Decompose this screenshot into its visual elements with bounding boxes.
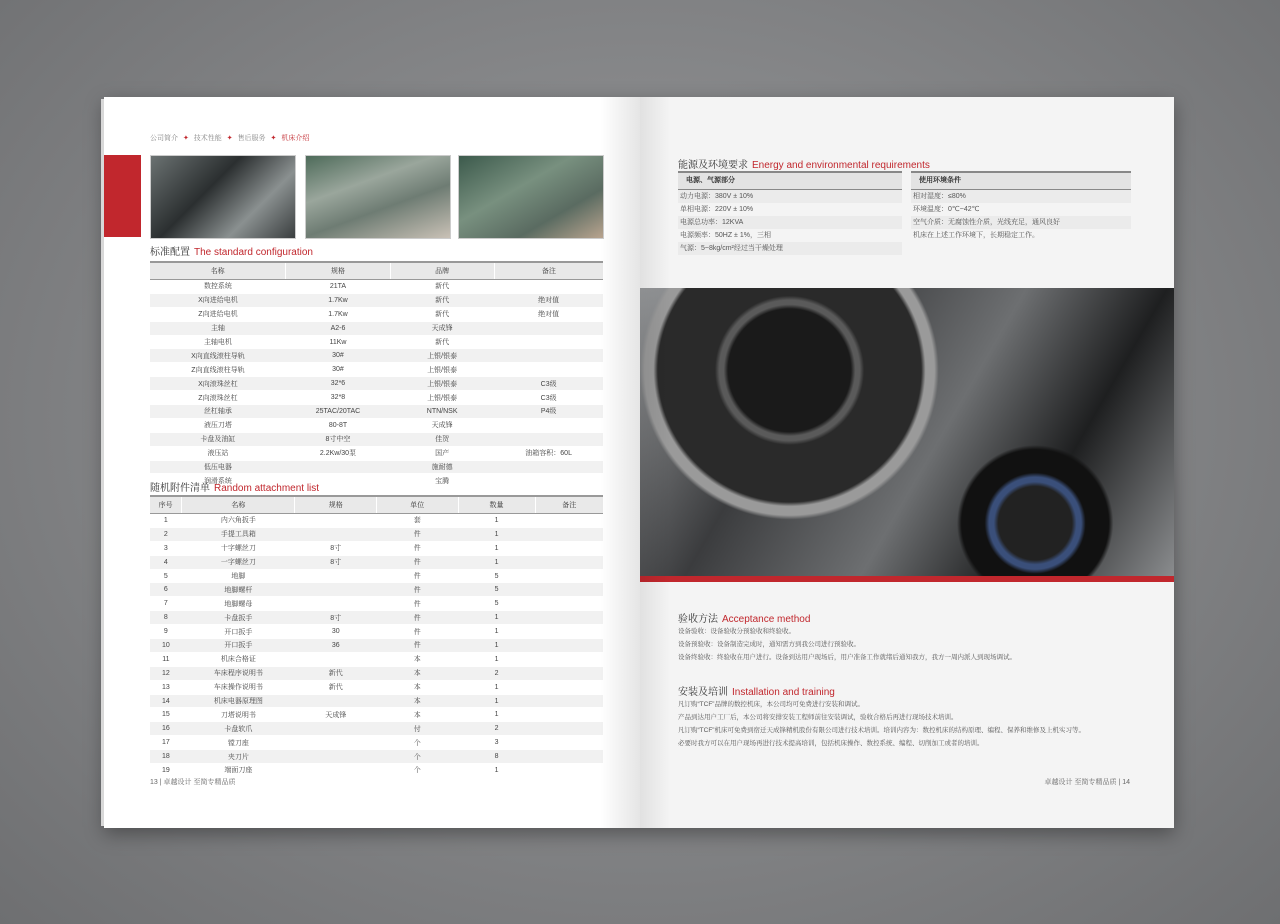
attachment-cell: 件 <box>376 611 458 625</box>
config-cell: 32*8 <box>286 391 390 405</box>
attachment-cell <box>295 527 377 541</box>
config-header: 规格 <box>286 262 390 280</box>
config-cell: Z向滚珠丝杠 <box>150 391 286 405</box>
config-cell: X向直线滚柱导轨 <box>150 349 286 363</box>
breadcrumb-item[interactable]: 技术性能 <box>193 135 222 142</box>
acceptance-line: 设备终验收：终验收在用户进行。设备到达用户现场后，用户准备工作就绪后通知我方，我方一周内派人到现场调试。 <box>678 654 1016 661</box>
attachment-cell: 5 <box>150 569 182 583</box>
config-cell: 丝杠轴承 <box>150 405 286 419</box>
config-cell: 液压刀塔 <box>150 418 286 432</box>
config-title-en: The standard configuration <box>194 247 313 258</box>
env-row: 机床在上述工作环境下，长期稳定工作。 <box>913 232 1039 239</box>
attachment-cell <box>535 611 603 625</box>
attachment-cell <box>295 722 377 736</box>
acceptance-text <box>678 625 1016 664</box>
config-cell <box>494 349 603 363</box>
power-head: 电源、气源部分 <box>678 171 902 190</box>
attachment-cell: 地脚 <box>182 569 295 583</box>
config-cell: 液压站 <box>150 446 286 460</box>
attachment-cell <box>295 583 377 597</box>
config-cell: 国产 <box>390 446 494 460</box>
config-cell: C3级 <box>494 377 603 391</box>
config-cell <box>494 335 603 349</box>
config-cell: 佳贺 <box>390 432 494 446</box>
config-cell: 2.2Kw/30泵 <box>286 446 390 460</box>
config-row <box>150 293 603 307</box>
config-cell: 主轴电机 <box>150 335 286 349</box>
right-page <box>640 97 1174 828</box>
environment-requirements <box>911 171 1131 242</box>
config-cell: 80-8T <box>286 418 390 432</box>
attachment-cell: 3 <box>458 736 535 750</box>
attachment-cell: 天成锋 <box>295 708 377 722</box>
attachment-header: 数量 <box>458 496 535 514</box>
config-cell: 绝对值 <box>494 293 603 307</box>
attachment-row <box>150 555 603 569</box>
installation-line: 必要时我方可以在用户现场再进行技术提高培训，包括机床操作、数控系统、编程、切削加工或者的培训。 <box>678 740 984 747</box>
acceptance-title-cn: 验收方法 <box>678 614 718 625</box>
env-head: 使用环境条件 <box>911 171 1131 190</box>
breadcrumb-item-active[interactable]: 机床介绍 <box>281 135 310 142</box>
attachment-cell: 8寸 <box>295 541 377 555</box>
attachment-cell: 1 <box>458 764 535 778</box>
config-cell: 数控系统 <box>150 280 286 294</box>
config-title <box>150 243 313 258</box>
attachment-cell: 内六角扳手 <box>182 514 295 528</box>
attachment-cell <box>295 750 377 764</box>
config-cell <box>494 474 603 488</box>
config-cell: 8寸中空 <box>286 432 390 446</box>
attachment-cell: 件 <box>376 527 458 541</box>
config-cell: 新代 <box>390 293 494 307</box>
attachment-cell <box>295 569 377 583</box>
config-row <box>150 321 603 335</box>
attachment-cell: 刀塔说明书 <box>182 708 295 722</box>
attachment-cell: 14 <box>150 694 182 708</box>
acceptance-line: 设备预验收：设备制造完成时，通知需方到我公司进行预验收。 <box>678 641 860 648</box>
chuck-photo <box>150 155 296 239</box>
attachment-cell: 本 <box>376 694 458 708</box>
attachment-cell: 1 <box>458 694 535 708</box>
attachment-row <box>150 680 603 694</box>
attachment-cell: 开口扳手 <box>182 625 295 639</box>
attachment-cell <box>535 652 603 666</box>
attachment-cell: 2 <box>150 527 182 541</box>
attachment-cell: 1 <box>458 541 535 555</box>
config-table <box>150 261 603 488</box>
attachment-header: 备注 <box>535 496 603 514</box>
attachment-cell <box>295 597 377 611</box>
attachment-cell: 十字螺丝刀 <box>182 541 295 555</box>
attachment-cell <box>535 736 603 750</box>
config-cell: 上银/银泰 <box>390 391 494 405</box>
attachment-row <box>150 652 603 666</box>
attachment-cell: 8 <box>150 611 182 625</box>
config-cell: 新代 <box>390 280 494 294</box>
attachment-table <box>150 495 603 778</box>
attachment-cell <box>535 694 603 708</box>
config-cell: 油箱容积：60L <box>494 446 603 460</box>
config-title-cn: 标准配置 <box>150 247 190 258</box>
config-cell: 25TAC/20TAC <box>286 405 390 419</box>
attachment-row <box>150 639 603 653</box>
attachment-row <box>150 736 603 750</box>
config-cell: Z向进给电机 <box>150 307 286 321</box>
config-cell <box>494 321 603 335</box>
attachment-cell <box>535 639 603 653</box>
attachment-cell: 4 <box>150 555 182 569</box>
installation-title <box>678 683 835 698</box>
config-cell: Z向直线滚柱导轨 <box>150 363 286 377</box>
lathe-turret-photo <box>640 288 1174 582</box>
attachment-title-cn: 随机附件清单 <box>150 483 210 494</box>
page-footer-left: 13 | 卓越设计 至简专精品质 <box>150 779 236 786</box>
attachment-cell: 端面刀座 <box>182 764 295 778</box>
attachment-cell: 个 <box>376 764 458 778</box>
config-row <box>150 391 603 405</box>
config-cell: 32*6 <box>286 377 390 391</box>
config-row <box>150 335 603 349</box>
attachment-cell: 7 <box>150 597 182 611</box>
config-cell: C3级 <box>494 391 603 405</box>
installation-text <box>678 698 1085 750</box>
config-cell: 上银/银泰 <box>390 377 494 391</box>
attachment-cell: 地脚螺杆 <box>182 583 295 597</box>
attachment-cell <box>535 555 603 569</box>
page-footer-right: 卓越设计 至简专精品质 | 14 <box>1044 779 1130 786</box>
energy-title-cn: 能源及环境要求 <box>678 160 748 171</box>
attachment-cell <box>535 666 603 680</box>
attachment-cell: 1 <box>150 514 182 528</box>
attachment-row <box>150 666 603 680</box>
attachment-cell: 本 <box>376 666 458 680</box>
breadcrumb <box>150 133 312 143</box>
attachment-cell: 件 <box>376 639 458 653</box>
attachment-cell: 个 <box>376 750 458 764</box>
config-row <box>150 280 603 294</box>
config-cell: 绝对值 <box>494 307 603 321</box>
attachment-row <box>150 597 603 611</box>
attachment-cell: 新代 <box>295 666 377 680</box>
config-cell: 30# <box>286 363 390 377</box>
attachment-cell: 镗刀座 <box>182 736 295 750</box>
config-cell <box>494 363 603 377</box>
power-row: 动力电源：380V ± 10% <box>678 190 902 203</box>
attachment-cell <box>535 722 603 736</box>
config-cell: 天成锋 <box>390 418 494 432</box>
config-cell: 新代 <box>390 335 494 349</box>
installation-line: 产品到达用户工厂后，本公司将安排安装工程师前往安装调试，验收合格后再进行现场技术培训。 <box>678 714 958 721</box>
linear-guide-photo <box>305 155 451 239</box>
spine-shadow <box>600 97 640 828</box>
power-row: 电源频率：50HZ ± 1%，三相 <box>680 232 771 239</box>
config-cell: X向进给电机 <box>150 293 286 307</box>
attachment-cell: 开口扳手 <box>182 639 295 653</box>
attachment-cell: 新代 <box>295 680 377 694</box>
attachment-cell: 2 <box>458 666 535 680</box>
attachment-cell: 1 <box>458 680 535 694</box>
attachment-cell: 1 <box>458 527 535 541</box>
breadcrumb-sep: ✦ <box>226 135 233 142</box>
attachment-cell: 8 <box>458 750 535 764</box>
config-cell: 主轴 <box>150 321 286 335</box>
attachment-cell: 13 <box>150 680 182 694</box>
attachment-cell: 5 <box>458 597 535 611</box>
config-cell: 宝腾 <box>390 474 494 488</box>
attachment-cell: 16 <box>150 722 182 736</box>
attachment-cell: 车床程序说明书 <box>182 666 295 680</box>
attachment-header: 规格 <box>295 496 377 514</box>
attachment-cell: 1 <box>458 639 535 653</box>
attachment-cell: 机床合格证 <box>182 652 295 666</box>
installation-title-cn: 安装及培训 <box>678 687 728 698</box>
acceptance-title <box>678 610 810 625</box>
config-row <box>150 377 603 391</box>
attachment-cell: 本 <box>376 708 458 722</box>
config-cell: 30# <box>286 349 390 363</box>
env-row: 空气介质：无腐蚀性介质，光线充足，通风良好 <box>911 216 1131 229</box>
attachment-cell: 8寸 <box>295 611 377 625</box>
energy-title-en: Energy and environmental requirements <box>752 160 930 171</box>
attachment-cell: 12 <box>150 666 182 680</box>
config-cell: A2-6 <box>286 321 390 335</box>
config-cell: 21TA <box>286 280 390 294</box>
acceptance-line: 设备验收：设备验收分预验收和终验收。 <box>678 628 795 635</box>
attachment-cell: 一字螺丝刀 <box>182 555 295 569</box>
attachment-cell <box>535 583 603 597</box>
attachment-header: 序号 <box>150 496 182 514</box>
env-row: 相对湿度：≤80% <box>911 190 1131 203</box>
config-cell: 上银/银泰 <box>390 363 494 377</box>
attachment-cell: 8寸 <box>295 555 377 569</box>
attachment-cell: 夹刀片 <box>182 750 295 764</box>
acceptance-title-en: Acceptance method <box>722 614 811 625</box>
attachment-cell: 手提工具箱 <box>182 527 295 541</box>
config-cell: 低压电器 <box>150 460 286 474</box>
attachment-title-en: Random attachment list <box>214 483 320 494</box>
attachment-cell: 件 <box>376 541 458 555</box>
attachment-cell: 6 <box>150 583 182 597</box>
attachment-cell <box>535 541 603 555</box>
attachment-cell: 15 <box>150 708 182 722</box>
breadcrumb-item[interactable]: 公司简介 <box>150 135 178 142</box>
config-cell <box>286 460 390 474</box>
config-cell <box>494 432 603 446</box>
config-cell: 11Kw <box>286 335 390 349</box>
attachment-cell: 件 <box>376 625 458 639</box>
attachment-cell: 5 <box>458 569 535 583</box>
attachment-row <box>150 541 603 555</box>
attachment-row <box>150 514 603 528</box>
attachment-cell: 卡盘扳手 <box>182 611 295 625</box>
config-row <box>150 460 603 474</box>
config-cell: 天成锋 <box>390 321 494 335</box>
breadcrumb-sep: ✦ <box>182 135 189 142</box>
attachment-cell: 36 <box>295 639 377 653</box>
attachment-row <box>150 722 603 736</box>
assembly-photo <box>458 155 604 239</box>
config-header: 品牌 <box>390 262 494 280</box>
attachment-cell: 个 <box>376 736 458 750</box>
attachment-cell: 1 <box>458 625 535 639</box>
installation-line: 凡订购“TCF”机床可免费到宿迁天成锋精机股份有限公司进行技术培训。培训内容为：数控机床的结构原理、编程、保养和维修及上机实习等。 <box>678 727 1085 734</box>
attachment-row <box>150 527 603 541</box>
config-cell: 新代 <box>390 307 494 321</box>
config-cell: P4级 <box>494 405 603 419</box>
attachment-header: 名称 <box>182 496 295 514</box>
attachment-cell <box>295 736 377 750</box>
attachment-cell: 机床电器原理图 <box>182 694 295 708</box>
breadcrumb-item[interactable]: 售后服务 <box>237 135 266 142</box>
power-row: 单相电源：220V ± 10% <box>680 206 754 213</box>
attachment-cell: 18 <box>150 750 182 764</box>
attachment-header: 单位 <box>376 496 458 514</box>
attachment-row <box>150 625 603 639</box>
attachment-cell: 件 <box>376 583 458 597</box>
config-row <box>150 432 603 446</box>
attachment-cell <box>535 750 603 764</box>
config-row <box>150 349 603 363</box>
attachment-cell: 9 <box>150 625 182 639</box>
attachment-cell <box>535 708 603 722</box>
attachment-cell: 10 <box>150 639 182 653</box>
attachment-cell: 车床操作说明书 <box>182 680 295 694</box>
config-row <box>150 363 603 377</box>
attachment-cell: 卡盘软爪 <box>182 722 295 736</box>
attachment-cell <box>535 527 603 541</box>
attachment-cell: 件 <box>376 597 458 611</box>
installation-line: 凡订购“TCF”品牌的数控机床，本公司均可免费进行安装和调试。 <box>678 701 864 708</box>
attachment-cell: 1 <box>458 611 535 625</box>
attachment-cell <box>535 625 603 639</box>
attachment-cell <box>295 694 377 708</box>
attachment-cell: 5 <box>458 583 535 597</box>
power-requirements <box>678 171 902 255</box>
attachment-cell: 2 <box>458 722 535 736</box>
attachment-cell: 付 <box>376 722 458 736</box>
config-cell: NTN/NSK <box>390 405 494 419</box>
config-cell: 上银/银泰 <box>390 349 494 363</box>
config-cell <box>494 418 603 432</box>
attachment-cell: 本 <box>376 680 458 694</box>
config-cell: 1.7Kw <box>286 307 390 321</box>
left-page <box>104 97 640 828</box>
red-accent-bar <box>640 576 1174 582</box>
attachment-cell <box>295 514 377 528</box>
attachment-cell: 3 <box>150 541 182 555</box>
attachment-row <box>150 708 603 722</box>
config-cell: 施耐德 <box>390 460 494 474</box>
attachment-cell <box>535 680 603 694</box>
attachment-row <box>150 750 603 764</box>
power-row: 电源总功率：12KVA <box>678 216 902 229</box>
red-tab-marker <box>104 155 141 237</box>
attachment-cell <box>295 652 377 666</box>
attachment-cell: 件 <box>376 555 458 569</box>
config-row <box>150 405 603 419</box>
attachment-row <box>150 583 603 597</box>
attachment-cell: 30 <box>295 625 377 639</box>
config-row <box>150 307 603 321</box>
attachment-row <box>150 611 603 625</box>
energy-title <box>678 156 930 171</box>
config-cell: 润滑系统 <box>150 474 286 488</box>
config-header: 名称 <box>150 262 286 280</box>
attachment-cell: 地脚螺母 <box>182 597 295 611</box>
config-cell <box>494 280 603 294</box>
attachment-cell <box>295 764 377 778</box>
attachment-cell: 17 <box>150 736 182 750</box>
breadcrumb-sep: ✦ <box>270 135 277 142</box>
attachment-cell: 1 <box>458 652 535 666</box>
config-cell <box>494 460 603 474</box>
attachment-cell: 1 <box>458 708 535 722</box>
attachment-title <box>150 479 319 494</box>
config-row <box>150 418 603 432</box>
config-cell: X向滚珠丝杠 <box>150 377 286 391</box>
attachment-row <box>150 569 603 583</box>
brochure-spread <box>104 97 1174 828</box>
attachment-cell <box>535 514 603 528</box>
config-row <box>150 446 603 460</box>
env-row: 环境温度：0℃~42℃ <box>913 206 980 213</box>
attachment-cell: 本 <box>376 652 458 666</box>
attachment-cell <box>535 569 603 583</box>
attachment-cell: 1 <box>458 555 535 569</box>
config-cell: 1.7Kw <box>286 293 390 307</box>
attachment-cell <box>535 764 603 778</box>
attachment-cell: 11 <box>150 652 182 666</box>
attachment-row <box>150 764 603 778</box>
attachment-cell: 19 <box>150 764 182 778</box>
installation-title-en: Installation and training <box>732 687 835 698</box>
config-header: 备注 <box>494 262 603 280</box>
attachment-cell: 件 <box>376 569 458 583</box>
attachment-cell: 1 <box>458 514 535 528</box>
attachment-cell: 套 <box>376 514 458 528</box>
power-row: 气源：5~8kg/cm²经过当干燥处理 <box>678 242 902 255</box>
attachment-cell <box>535 597 603 611</box>
attachment-row <box>150 694 603 708</box>
config-cell: 卡盘及油缸 <box>150 432 286 446</box>
